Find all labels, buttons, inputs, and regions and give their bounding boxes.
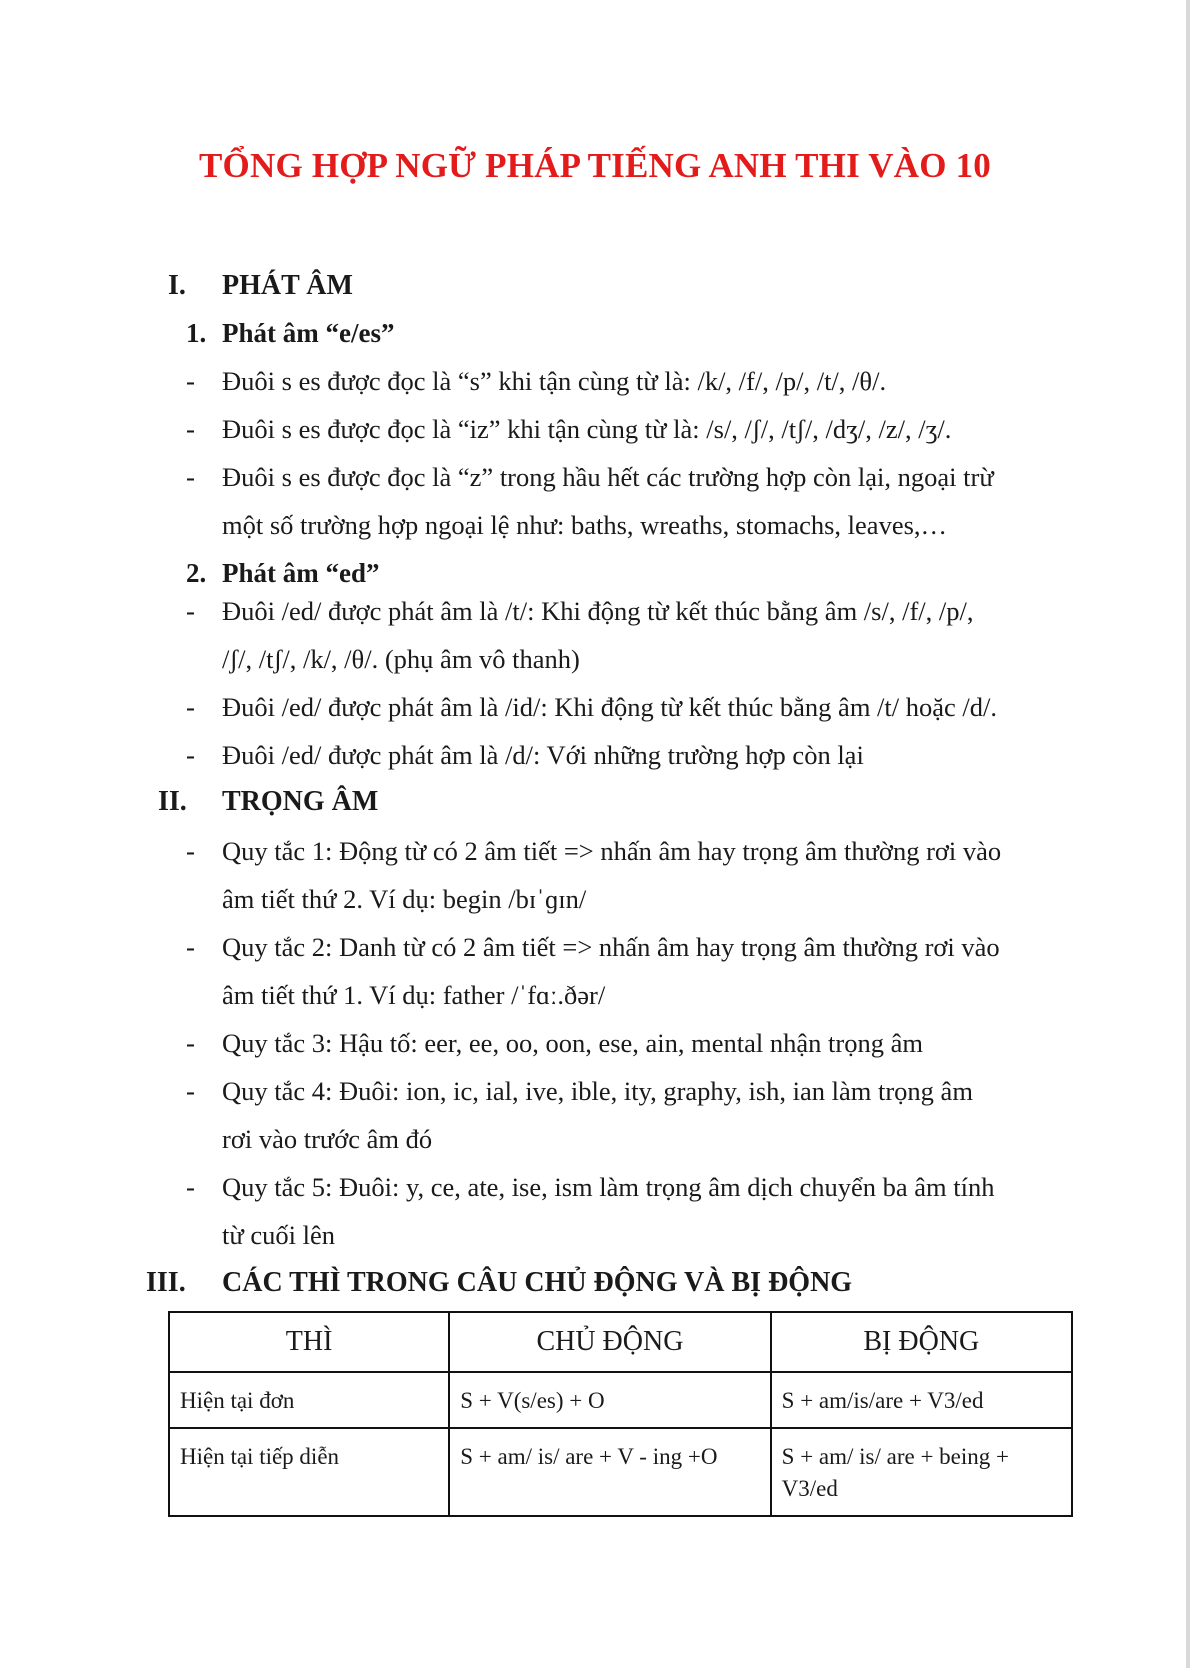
table-cell: Hiện tại đơn — [169, 1372, 449, 1428]
list-item-continuation: âm tiết thứ 2. Ví dụ: begin /bɪˈɡɪn/ — [222, 884, 587, 914]
list-item: Quy tắc 5: Đuôi: y, ce, ate, ise, ism làm trọng âm dịch chuyển ba âm tính — [222, 1172, 995, 1202]
table-header-tense: THÌ — [169, 1312, 449, 1372]
list-item: Quy tắc 4: Đuôi: ion, ic, ial, ive, ible, ity, graphy, ish, ian làm trọng âm — [222, 1076, 973, 1106]
list-item-continuation: âm tiết thứ 1. Ví dụ: father /ˈfɑː.ðər/ — [222, 980, 606, 1010]
section-2-numeral: II. — [158, 786, 187, 817]
bullet-dash: - — [186, 462, 195, 492]
list-item: Đuôi s es được đọc là “s” khi tận cùng từ là: /k/, /f/, /p/, /t/, /θ/. — [222, 366, 887, 396]
bullet-dash: - — [186, 932, 195, 962]
list-item-continuation: /ʃ/, /tʃ/, /k/, /θ/. (phụ âm vô thanh) — [222, 644, 580, 674]
table-cell: S + am/ is/ are + being + V3/ed — [771, 1428, 1072, 1516]
table-header-passive: BỊ ĐỘNG — [771, 1312, 1072, 1372]
table-row — [169, 1372, 1072, 1428]
section-3-heading: CÁC THÌ TRONG CÂU CHỦ ĐỘNG VÀ BỊ ĐỘNG — [222, 1267, 853, 1298]
section-2-heading: TRỌNG ÂM — [222, 786, 379, 817]
list-item-continuation: một số trường hợp ngoại lệ như: baths, wreaths, stomachs, leaves,… — [222, 510, 948, 540]
table-header-active: CHỦ ĐỘNG — [449, 1312, 770, 1372]
list-item: Đuôi s es được đọc là “z” trong hầu hết các trường hợp còn lại, ngoại trừ — [222, 462, 994, 492]
table-cell: Hiện tại tiếp diễn — [169, 1428, 449, 1516]
table-cell: S + V(s/es) + O — [449, 1372, 770, 1428]
subsection-1-2-heading: Phát âm “ed” — [222, 558, 380, 588]
section-1-heading: PHÁT ÂM — [222, 270, 353, 301]
table-cell: S + am/is/are + V3/ed — [771, 1372, 1072, 1428]
tenses-table — [168, 1311, 1073, 1517]
list-item-continuation: rơi vào trước âm đó — [222, 1124, 433, 1154]
section-1-numeral: I. — [168, 270, 186, 301]
bullet-dash: - — [186, 740, 195, 770]
bullet-dash: - — [186, 692, 195, 722]
list-item: Đuôi /ed/ được phát âm là /d/: Với những trường hợp còn lại — [222, 740, 864, 770]
list-item: Quy tắc 3: Hậu tố: eer, ee, oo, oon, ese, ain, mental nhận trọng âm — [222, 1028, 923, 1058]
bullet-dash: - — [186, 366, 195, 396]
list-item: Đuôi /ed/ được phát âm là /t/: Khi động từ kết thúc bằng âm /s/, /f/, /p/, — [222, 596, 974, 626]
subsection-1-2-number: 2. — [186, 558, 207, 588]
bullet-dash: - — [186, 1028, 195, 1058]
list-item: Đuôi /ed/ được phát âm là /id/: Khi động từ kết thúc bằng âm /t/ hoặc /d/. — [222, 692, 998, 722]
table-row — [169, 1428, 1072, 1516]
document-title: TỔNG HỢP NGỮ PHÁP TIẾNG ANH THI VÀO 10 — [199, 146, 991, 185]
bullet-dash: - — [186, 836, 195, 866]
bullet-dash: - — [186, 1172, 195, 1202]
subsection-1-1-heading: Phát âm “e/es” — [222, 318, 395, 348]
bullet-dash: - — [186, 1076, 195, 1106]
list-item-continuation: từ cuối lên — [222, 1220, 335, 1250]
bullet-dash: - — [186, 414, 195, 444]
table-cell: S + am/ is/ are + V - ing +O — [449, 1428, 770, 1516]
subsection-1-1-number: 1. — [186, 318, 207, 348]
list-item: Quy tắc 2: Danh từ có 2 âm tiết => nhấn âm hay trọng âm thường rơi vào — [222, 932, 1000, 962]
bullet-dash: - — [186, 596, 195, 626]
section-3-numeral: III. — [146, 1267, 186, 1298]
list-item: Quy tắc 1: Động từ có 2 âm tiết => nhấn âm hay trọng âm thường rơi vào — [222, 836, 1002, 866]
list-item: Đuôi s es được đọc là “iz” khi tận cùng từ là: /s/, /ʃ/, /tʃ/, /dʒ/, /z/, /ʒ/. — [222, 414, 952, 444]
table-header-row — [169, 1312, 1072, 1372]
